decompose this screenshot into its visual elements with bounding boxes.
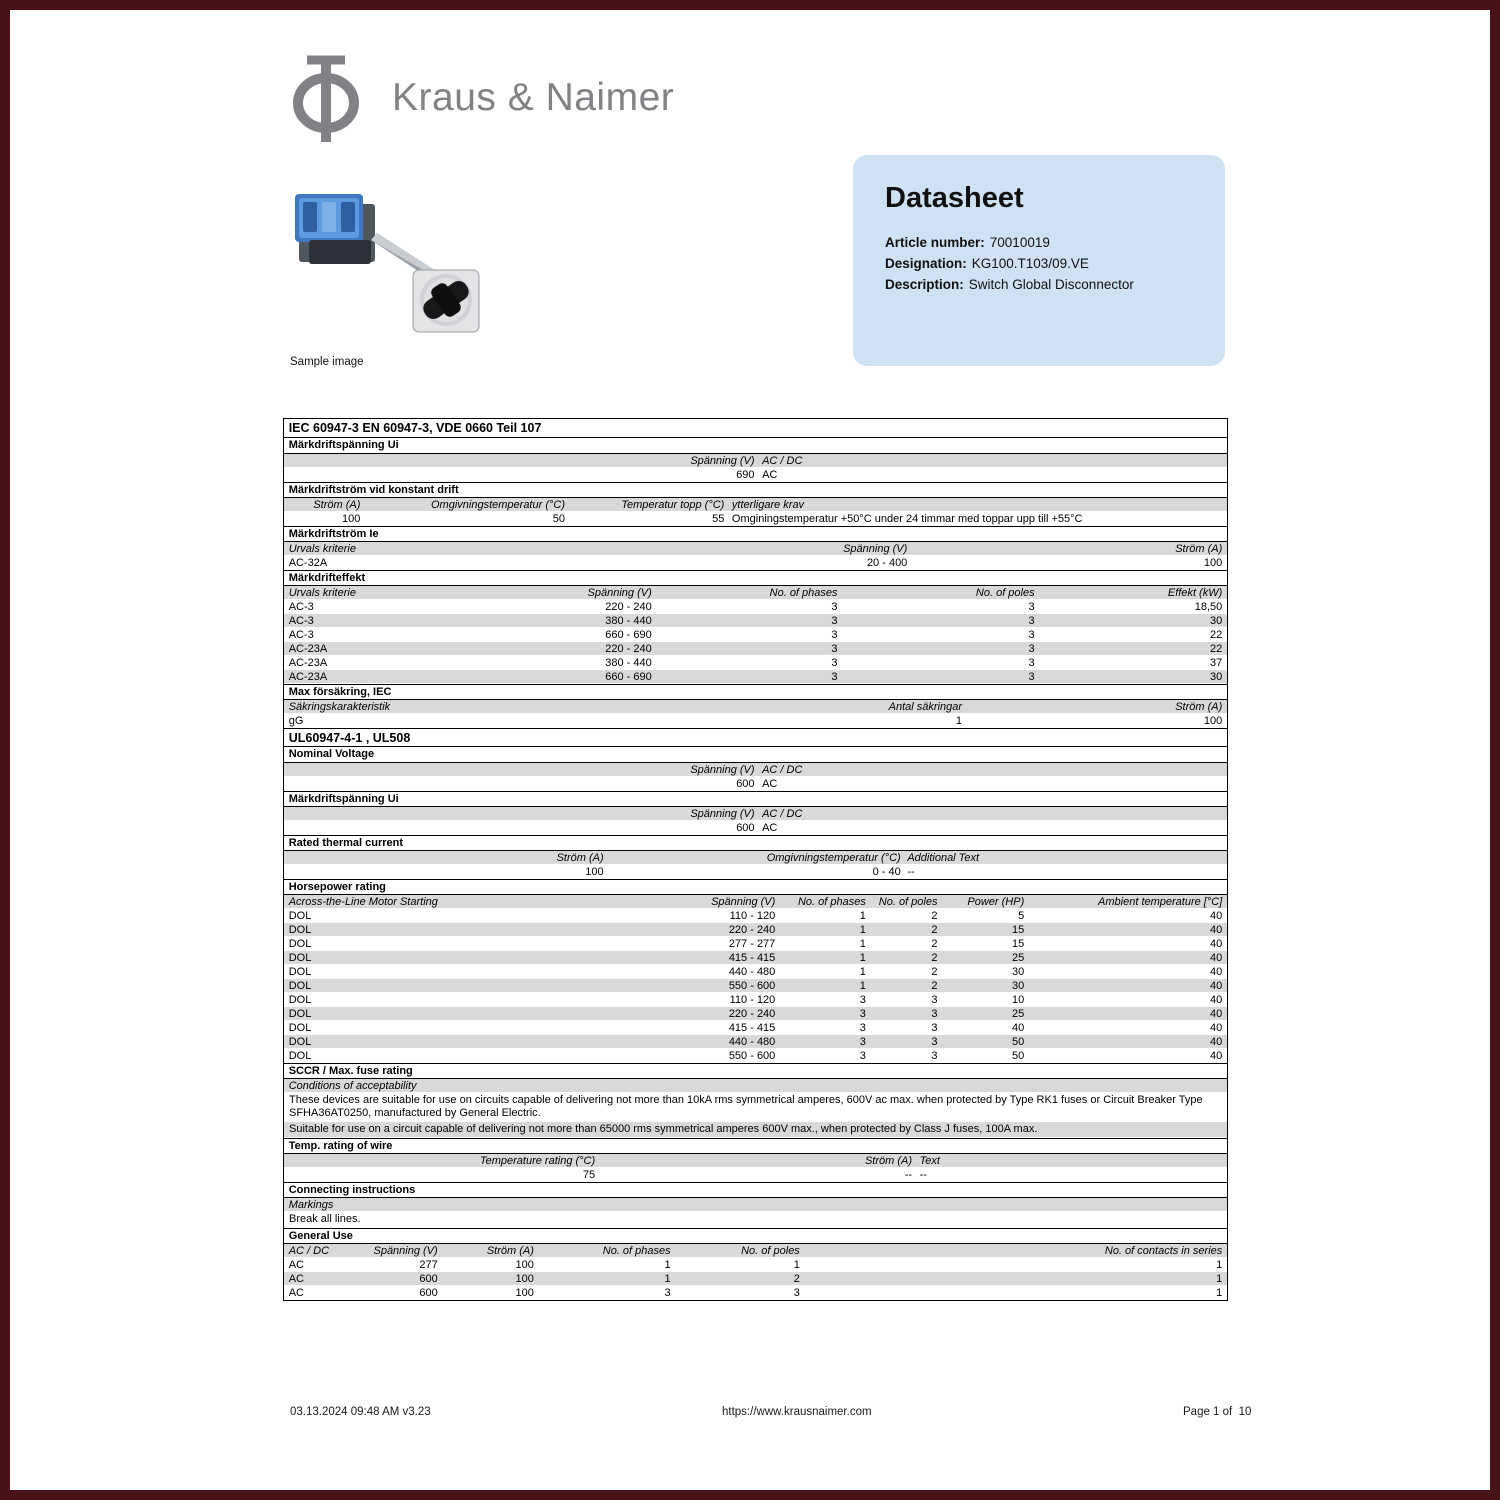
- cell-value: 3: [793, 1287, 800, 1299]
- spec-section-row: [284, 482, 1227, 498]
- cell-value: 100: [515, 1273, 534, 1285]
- cell-value: DOL: [288, 952, 312, 964]
- spec-header-row: [284, 895, 1227, 909]
- datasheet-page: [10, 10, 1490, 1490]
- cell-value: DOL: [288, 910, 312, 922]
- spec-data-row: [284, 909, 1227, 923]
- cell-value: 40: [1012, 1022, 1025, 1034]
- spec-data-row: [284, 614, 1227, 628]
- cell-value: 660 - 690: [605, 629, 652, 641]
- article-number-value: 70010019: [989, 235, 1050, 250]
- section-title: Märkdriftström vid konstant drift: [288, 484, 459, 496]
- cell-value: 3: [1028, 615, 1035, 627]
- cell-value: 10: [1012, 994, 1025, 1006]
- cell-value: 1: [664, 1259, 671, 1271]
- spec-data-row: [284, 1286, 1227, 1300]
- column-header: Spänning (V): [843, 543, 908, 555]
- spec-section-row: [284, 879, 1227, 895]
- cell-value: --: [907, 866, 915, 878]
- cell-value: 1: [1216, 1259, 1223, 1271]
- column-header: Spänning (V): [587, 587, 652, 599]
- column-header: Markings: [288, 1199, 334, 1211]
- spec-header-row: [284, 454, 1227, 468]
- cell-value: 5: [1018, 910, 1025, 922]
- cell-value: 30: [1012, 966, 1025, 978]
- cell-value: 1: [1216, 1287, 1223, 1299]
- section-title: UL60947-4-1 , UL508: [288, 731, 411, 745]
- spec-data-row: [284, 951, 1227, 965]
- cell-value: DOL: [288, 938, 312, 950]
- spec-section-row: [284, 438, 1227, 454]
- cell-value: 2: [931, 938, 938, 950]
- cell-value: 3: [1028, 601, 1035, 613]
- column-header: AC / DC: [288, 1245, 330, 1257]
- designation-value: KG100.T103/09.VE: [971, 256, 1089, 271]
- cell-value: 50: [552, 513, 565, 525]
- column-header: Ström (A): [556, 852, 604, 864]
- cell-value: 40: [1210, 980, 1223, 992]
- cell-value: 220 - 240: [728, 924, 776, 936]
- designation-label: Designation:: [885, 256, 967, 271]
- datasheet-info-box: [853, 155, 1225, 366]
- column-header: No. of contacts in series: [1104, 1245, 1223, 1257]
- cell-value: 55: [712, 513, 725, 525]
- cell-value: 440 - 480: [728, 1036, 776, 1048]
- description-field: [885, 274, 1193, 295]
- cell-value: 25: [1012, 1008, 1025, 1020]
- spec-data-row: [284, 600, 1227, 614]
- spec-data-row: [284, 979, 1227, 993]
- spec-section-row: [284, 791, 1227, 807]
- spec-data-row: [284, 937, 1227, 951]
- cell-value: 415 - 415: [728, 952, 776, 964]
- cell-value: AC-3: [288, 629, 314, 641]
- cell-value: DOL: [288, 924, 312, 936]
- cell-value: 1: [859, 938, 866, 950]
- cell-value: 1: [859, 952, 866, 964]
- cell-value: 3: [831, 657, 838, 669]
- cell-value: 37: [1210, 657, 1223, 669]
- cell-value: 3: [831, 629, 838, 641]
- cell-value: AC-23A: [288, 657, 328, 669]
- cell-value: AC: [288, 1259, 304, 1271]
- column-header: No. of phases: [602, 1245, 671, 1257]
- datasheet-title: Datasheet: [885, 182, 1024, 214]
- spec-data-row: [284, 1035, 1227, 1049]
- cell-value: 440 - 480: [728, 966, 776, 978]
- cell-value: 380 - 440: [605, 615, 652, 627]
- spec-data-row: [284, 642, 1227, 656]
- section-title: Temp. rating of wire: [288, 1140, 393, 1152]
- cell-value: AC: [762, 822, 778, 834]
- spec-data-row: [284, 468, 1227, 482]
- cell-value: 100: [515, 1259, 534, 1271]
- cell-value: 100: [515, 1287, 534, 1299]
- cell-value: 100: [1203, 557, 1223, 569]
- cell-value: 1: [1216, 1273, 1223, 1285]
- cell-value: AC: [762, 469, 778, 481]
- column-header: Across-the-Line Motor Starting: [288, 896, 438, 908]
- cell-value: 2: [931, 980, 938, 992]
- cell-value: 30: [1210, 615, 1223, 627]
- column-header: Ström (A): [864, 1155, 913, 1167]
- cell-value: 75: [582, 1169, 596, 1181]
- cell-value: AC-23A: [288, 643, 328, 655]
- table-text: Break all lines.: [289, 1213, 361, 1225]
- cell-value: 3: [859, 1008, 866, 1020]
- cell-value: DOL: [288, 980, 312, 992]
- cell-value: 600: [736, 778, 755, 790]
- footer-page-number: Page 1 of 10: [1183, 1406, 1252, 1418]
- section-title: Rated thermal current: [288, 837, 404, 849]
- section-title: Märkdriftspänning Ui: [288, 793, 399, 805]
- cell-value: 3: [831, 601, 838, 613]
- description-value: Switch Global Disconnector: [968, 277, 1134, 292]
- cell-value: 40: [1210, 1036, 1223, 1048]
- spec-text-row: [284, 1212, 1227, 1228]
- spec-text-row: [284, 1093, 1227, 1122]
- column-header: Omgivningstemperatur (°C): [766, 852, 901, 864]
- cell-value: 110 - 120: [729, 994, 776, 1006]
- description-label: Description:: [885, 277, 964, 292]
- column-header: Urvals kriterie: [288, 543, 356, 555]
- column-header: Conditions of acceptability: [288, 1080, 417, 1092]
- column-header: Omgivningstemperatur (°C): [431, 499, 565, 511]
- cell-value: 40: [1210, 924, 1223, 936]
- cell-value: 3: [1028, 657, 1035, 669]
- cell-value: 15: [1012, 924, 1025, 936]
- section-title: Märkdriftström Ie: [288, 528, 379, 540]
- spec-data-row: [284, 865, 1227, 879]
- cell-value: 3: [859, 1022, 866, 1034]
- cell-value: DOL: [288, 994, 312, 1006]
- section-title: Nominal Voltage: [288, 748, 375, 760]
- cell-value: 600: [419, 1273, 438, 1285]
- cell-value: 600: [736, 822, 755, 834]
- cell-value: 3: [931, 994, 938, 1006]
- column-header: Ambient temperature [°C]: [1098, 896, 1223, 908]
- spec-data-row: [284, 670, 1227, 684]
- cell-value: 100: [1203, 715, 1223, 727]
- column-header: AC / DC: [762, 764, 803, 776]
- cell-value: 415 - 415: [728, 1022, 776, 1034]
- section-title: IEC 60947-3 EN 60947-3, VDE 0660 Teil 107: [288, 421, 542, 435]
- cell-value: 550 - 600: [728, 980, 776, 992]
- table-text: Suitable for use on a circuit capable of delivering not more than 65000 rms symmetrical amperes 600V max., when protected by Class J fuses, 100A max.: [289, 1123, 1038, 1135]
- section-title: Horsepower rating: [288, 881, 386, 893]
- spec-data-row: [284, 512, 1227, 526]
- column-header: Power (HP): [967, 896, 1025, 908]
- spec-header-row: [284, 1198, 1227, 1212]
- section-title: SCCR / Max. fuse rating: [288, 1065, 413, 1077]
- cell-value: --: [919, 1169, 927, 1181]
- cell-value: AC: [762, 778, 778, 790]
- spec-section-row: [284, 526, 1227, 542]
- cell-value: 25: [1012, 952, 1025, 964]
- spec-section-row: [284, 835, 1227, 851]
- cell-value: 22: [1210, 643, 1223, 655]
- cell-value: 30: [1210, 671, 1223, 683]
- column-header: ytterligare krav: [731, 499, 805, 511]
- spec-data-row: [284, 1272, 1227, 1286]
- column-header: AC / DC: [762, 808, 803, 820]
- column-header: Spänning (V): [690, 808, 755, 820]
- cell-value: 3: [859, 1036, 866, 1048]
- cell-value: 30: [1012, 980, 1025, 992]
- logo-text: Kraus & Naimer: [392, 76, 675, 119]
- cell-value: 550 - 600: [728, 1050, 776, 1062]
- column-header: No. of phases: [769, 587, 838, 599]
- cell-value: 15: [1012, 938, 1025, 950]
- cell-value: 1: [664, 1273, 671, 1285]
- spec-section-row: [284, 747, 1227, 763]
- cell-value: 100: [342, 513, 361, 525]
- cell-value: 40: [1210, 966, 1223, 978]
- section-title: Märkdrifteffekt: [288, 572, 366, 584]
- column-header: Säkringskarakteristik: [288, 701, 391, 713]
- cell-value: 2: [931, 952, 938, 964]
- cell-value: 1: [859, 966, 866, 978]
- cell-value: 220 - 240: [605, 601, 652, 613]
- cell-value: 50: [1012, 1050, 1025, 1062]
- column-header: Temperature rating (°C): [479, 1155, 596, 1167]
- cell-value: DOL: [288, 1022, 312, 1034]
- spec-data-row: [284, 993, 1227, 1007]
- column-header: Spänning (V): [690, 455, 755, 467]
- spec-section-row: [284, 1063, 1227, 1079]
- column-header: Ström (A): [313, 499, 361, 511]
- cell-value: 220 - 240: [605, 643, 652, 655]
- spec-data-row: [284, 556, 1227, 570]
- info-fields: [885, 232, 1193, 295]
- cell-value: 220 - 240: [728, 1008, 776, 1020]
- cell-value: 40: [1210, 994, 1223, 1006]
- spec-section-row: [284, 728, 1227, 747]
- cell-value: 110 - 120: [729, 910, 776, 922]
- cell-value: 3: [831, 671, 838, 683]
- spec-table: [283, 418, 1228, 1301]
- cell-value: 277 - 277: [728, 938, 776, 950]
- spec-header-row: [284, 700, 1227, 714]
- spec-header-row: [284, 851, 1227, 865]
- cell-value: AC: [288, 1273, 304, 1285]
- cell-value: 3: [931, 1008, 938, 1020]
- cell-value: 3: [664, 1287, 671, 1299]
- cell-value: 18,50: [1194, 601, 1223, 613]
- column-header: No. of poles: [975, 587, 1035, 599]
- column-header: Effekt (kW): [1167, 587, 1223, 599]
- cell-value: AC-23A: [288, 671, 328, 683]
- column-header: No. of poles: [741, 1245, 800, 1257]
- cell-value: AC-3: [288, 601, 314, 613]
- column-header: Spänning (V): [373, 1245, 438, 1257]
- cell-value: DOL: [288, 1008, 312, 1020]
- article-number-label: Article number:: [885, 235, 985, 250]
- spec-header-row: [284, 763, 1227, 777]
- spec-data-row: [284, 1049, 1227, 1063]
- cell-value: 40: [1210, 1022, 1223, 1034]
- column-header: Spänning (V): [711, 896, 776, 908]
- cell-value: 690: [736, 469, 755, 481]
- cell-value: 40: [1210, 1008, 1223, 1020]
- spec-header-row: [284, 1154, 1227, 1168]
- cell-value: 40: [1210, 1050, 1223, 1062]
- spec-header-row: [284, 807, 1227, 821]
- column-header: Urvals kriterie: [288, 587, 356, 599]
- table-text: These devices are suitable for use on circuits capable of delivering not more than 10kA rms symmetrical amperes, 600V ac max. when protected by Type RK1 fuses or Circuit Breaker Type SFHA36AT0250, manufactured by General Electric.: [289, 1094, 1203, 1119]
- footer-timestamp: 03.13.2024 09:48 AM v3.23: [290, 1406, 431, 1418]
- cell-value: 277: [419, 1259, 438, 1271]
- cell-value: 1: [793, 1259, 800, 1271]
- footer-url[interactable]: https://www.krausnaimer.com: [722, 1406, 872, 1418]
- column-header: Spänning (V): [690, 764, 755, 776]
- cell-value: 20 - 400: [866, 557, 908, 569]
- spec-header-row: [284, 1079, 1227, 1093]
- switch-product-illustration: [285, 176, 500, 348]
- cell-value: 1: [955, 715, 962, 727]
- cell-value: 3: [859, 994, 866, 1006]
- column-header: Temperatur topp (°C): [621, 499, 725, 511]
- spec-header-row: [284, 498, 1227, 512]
- cell-value: 2: [931, 966, 938, 978]
- column-header: Additional Text: [907, 852, 980, 864]
- spec-data-row: [284, 965, 1227, 979]
- cell-value: AC-3: [288, 615, 314, 627]
- cell-value: 3: [931, 1022, 938, 1034]
- product-image: [285, 176, 500, 348]
- spec-section-row: [284, 419, 1227, 438]
- cell-value: DOL: [288, 1050, 312, 1062]
- cell-value: --: [904, 1169, 913, 1181]
- cell-value: 600: [419, 1287, 438, 1299]
- cell-value: 2: [793, 1273, 800, 1285]
- cell-value: 2: [931, 910, 938, 922]
- cell-value: 3: [931, 1050, 938, 1062]
- spec-data-row: [284, 777, 1227, 791]
- cell-value: 100: [585, 866, 604, 878]
- spec-data-row: [284, 1007, 1227, 1021]
- cell-value: 1: [859, 924, 866, 936]
- spec-data-row: [284, 1258, 1227, 1272]
- spec-data-row: [284, 1021, 1227, 1035]
- cell-value: 3: [831, 643, 838, 655]
- logo: [288, 54, 674, 142]
- section-title: Max försäkring, IEC: [288, 686, 392, 698]
- column-header: No. of poles: [878, 896, 938, 908]
- column-header: No. of phases: [797, 896, 866, 908]
- cell-value: DOL: [288, 1036, 312, 1048]
- cell-value: 3: [831, 615, 838, 627]
- cell-value: 380 - 440: [605, 657, 652, 669]
- spec-section-row: [284, 1228, 1227, 1244]
- column-header: Text: [919, 1155, 940, 1167]
- cell-value: 0 - 40: [872, 866, 901, 878]
- cell-value: 40: [1210, 938, 1223, 950]
- spec-header-row: [284, 542, 1227, 556]
- cell-value: 2: [931, 924, 938, 936]
- sample-image-caption: Sample image: [290, 356, 364, 368]
- spec-text-row: [284, 1122, 1227, 1138]
- spec-header-row: [284, 1244, 1227, 1258]
- spec-section-row: [284, 1138, 1227, 1154]
- kraus-naimer-phi-icon: [288, 54, 364, 142]
- cell-value: 1: [859, 980, 866, 992]
- section-title: Märkdriftspänning Ui: [288, 439, 399, 451]
- cell-value: 1: [859, 910, 866, 922]
- cell-value: 40: [1210, 910, 1223, 922]
- cell-value: AC: [288, 1287, 304, 1299]
- cell-value: 660 - 690: [605, 671, 652, 683]
- spec-section-row: [284, 684, 1227, 700]
- cell-value: AC-32A: [288, 557, 328, 569]
- spec-data-row: [284, 714, 1227, 728]
- designation-field: [885, 253, 1193, 274]
- spec-data-row: [284, 923, 1227, 937]
- spec-data-row: [284, 1168, 1227, 1182]
- cell-value: 50: [1012, 1036, 1025, 1048]
- spec-header-row: [284, 586, 1227, 600]
- spec-data-row: [284, 628, 1227, 642]
- section-title: General Use: [288, 1230, 353, 1242]
- cell-value: DOL: [288, 966, 312, 978]
- spec-section-row: [284, 1182, 1227, 1198]
- cell-value: Omginingstemperatur +50°C under 24 timmar med toppar upp till +55°C: [731, 513, 1083, 525]
- article-number-field: [885, 232, 1193, 253]
- spec-section-row: [284, 570, 1227, 586]
- cell-value: 22: [1210, 629, 1223, 641]
- section-title: Connecting instructions: [288, 1184, 416, 1196]
- column-header: AC / DC: [762, 455, 803, 467]
- cell-value: gG: [288, 715, 304, 727]
- cell-value: 3: [1028, 643, 1035, 655]
- cell-value: 40: [1210, 952, 1223, 964]
- column-header: Ström (A): [486, 1245, 534, 1257]
- cell-value: 3: [1028, 671, 1035, 683]
- spec-data-row: [284, 656, 1227, 670]
- column-header: Ström (A): [1175, 701, 1223, 713]
- cell-value: 3: [1028, 629, 1035, 641]
- cell-value: 3: [859, 1050, 866, 1062]
- column-header: Ström (A): [1175, 543, 1223, 555]
- spec-data-row: [284, 821, 1227, 835]
- column-header: Antal säkringar: [888, 701, 962, 713]
- cell-value: 3: [931, 1036, 938, 1048]
